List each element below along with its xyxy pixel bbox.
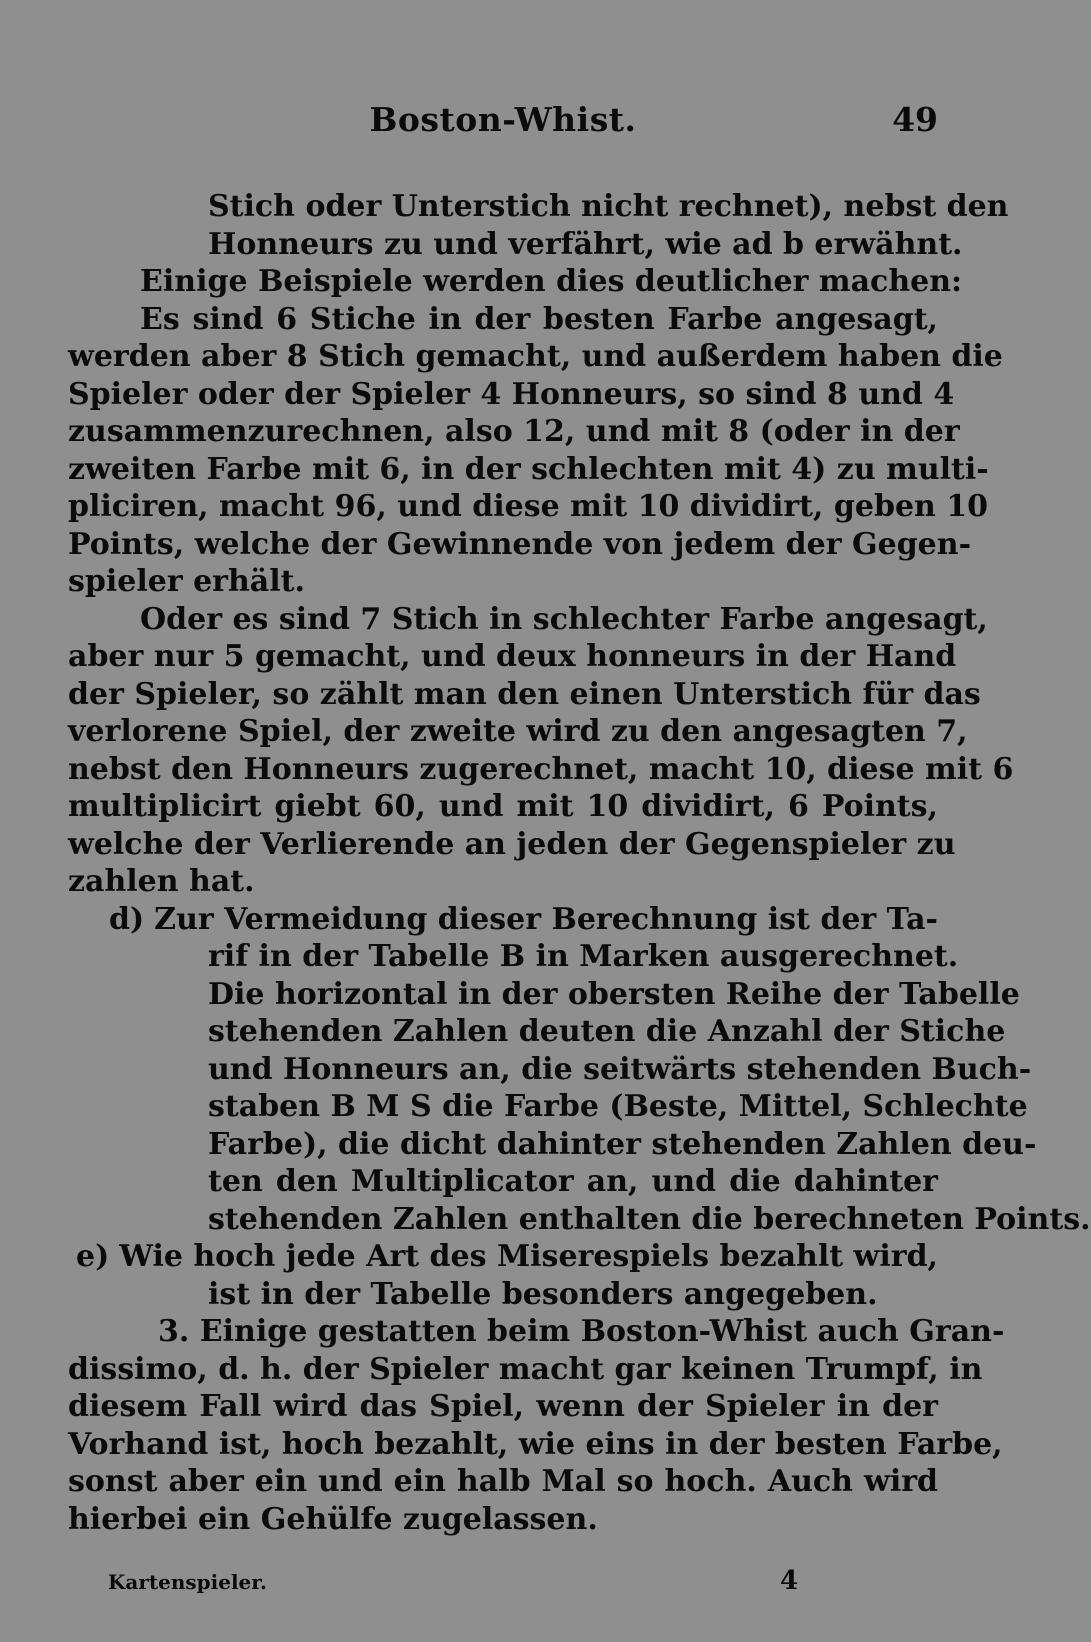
text-line: stehenden Zahlen deuten die Anzahl der Stiche bbox=[208, 1014, 1006, 1049]
text-line: Es sind 6 Stiche in der besten Farbe angesagt, bbox=[140, 301, 938, 337]
text-line: Oder es sind 7 Stich in schlechter Farbe angesagt, bbox=[140, 601, 988, 637]
printer-signature: Kartenspieler. bbox=[108, 1570, 267, 1594]
text-line: nebst den Honneurs zugerechnet, macht 10, diese mit 6 bbox=[68, 751, 1014, 787]
text-line: und Honneurs an, die seitwärts stehenden Buch- bbox=[208, 1051, 1032, 1087]
running-title: Boston-Whist. bbox=[369, 100, 637, 139]
text-line: Die horizontal in der obersten Reihe der Tabelle bbox=[208, 976, 1020, 1012]
text-line: Vorhand ist, hoch bezahlt, wie eins in der besten Farbe, bbox=[68, 1426, 1003, 1462]
text-line: 3. Einige gestatten beim Boston-Whist auch Gran- bbox=[158, 1314, 1005, 1349]
text-line: Spieler oder der Spieler 4 Honneurs, so sind 8 und 4 bbox=[68, 376, 955, 412]
text-line: werden aber 8 Stich gemacht, und außerdem haben die bbox=[68, 339, 1003, 374]
text-line: Einige Beispiele werden dies deutlicher machen: bbox=[140, 264, 963, 299]
text-line: Points, welche der Gewinnende von jedem der Gegen- bbox=[68, 526, 972, 562]
text-line: zahlen hat. bbox=[68, 864, 255, 899]
text-line: verlorene Spiel, der zweite wird zu den angesagten 7, bbox=[68, 714, 968, 749]
text-line: Wie hoch jede Art des Miserespiels bezahlt wird, bbox=[119, 1239, 938, 1274]
text-line: hierbei ein Gehülfe zugelassen. bbox=[68, 1501, 598, 1537]
sheet-number: 4 bbox=[780, 1566, 799, 1596]
text-line: der Spieler, so zählt man den einen Unterstich für das bbox=[68, 676, 981, 712]
text-line: sonst aber ein und ein halb Mal so hoch. Auch wird bbox=[68, 1464, 938, 1499]
text-line: multiplicirt giebt 60, und mit 10 dividirt, 6 Points, bbox=[68, 789, 938, 824]
text-line: ist in der Tabelle besonders angegeben. bbox=[208, 1276, 878, 1312]
text-line: diesem Fall wird das Spiel, wenn der Spieler in der bbox=[68, 1389, 938, 1424]
text-line: zweiten Farbe mit 6, in der schlechten mit 4) zu multi- bbox=[68, 451, 989, 487]
text-line: pliciren, macht 96, und diese mit 10 dividirt, geben 10 bbox=[68, 489, 989, 524]
item-label: d) bbox=[109, 901, 145, 937]
text-line: stehenden Zahlen enthalten die berechneten Points. bbox=[208, 1201, 1091, 1237]
text-line: spieler erhält. bbox=[68, 564, 305, 599]
text-line: Honneurs zu und verfährt, wie ad b erwähnt. bbox=[208, 226, 963, 262]
text-line: staben B M S die Farbe (Beste, Mittel, Schlechte bbox=[208, 1089, 1028, 1124]
text-line: aber nur 5 gemacht, und deux honneurs in der Hand bbox=[68, 639, 957, 674]
item-label: e) bbox=[76, 1239, 110, 1274]
text-line: Zur Vermeidung dieser Berechnung ist der Ta- bbox=[154, 901, 938, 937]
page-footer bbox=[108, 1566, 808, 1610]
text-line: ten den Multiplicator an, und die dahinter bbox=[208, 1164, 938, 1199]
text-line: zusammenzurechnen, also 12, und mit 8 (oder in der bbox=[68, 414, 960, 449]
text-line: Stich oder Unterstich nicht rechnet), nebst den bbox=[208, 189, 1009, 224]
text-line: Farbe), die dicht dahinter stehenden Zahlen deu- bbox=[208, 1126, 1037, 1162]
page-body bbox=[68, 188, 1091, 1538]
list-item-d bbox=[68, 901, 938, 939]
text-line: dissimo, d. h. der Spieler macht gar keinen Trumpf, in bbox=[68, 1351, 983, 1387]
text-line: welche der Verlierende an jeden der Gegenspieler zu bbox=[68, 826, 956, 862]
page-header bbox=[68, 100, 938, 150]
page-number: 49 bbox=[892, 100, 938, 139]
text-line: rif in der Tabelle B in Marken ausgerechnet. bbox=[208, 939, 959, 974]
list-item-e bbox=[68, 1238, 938, 1276]
